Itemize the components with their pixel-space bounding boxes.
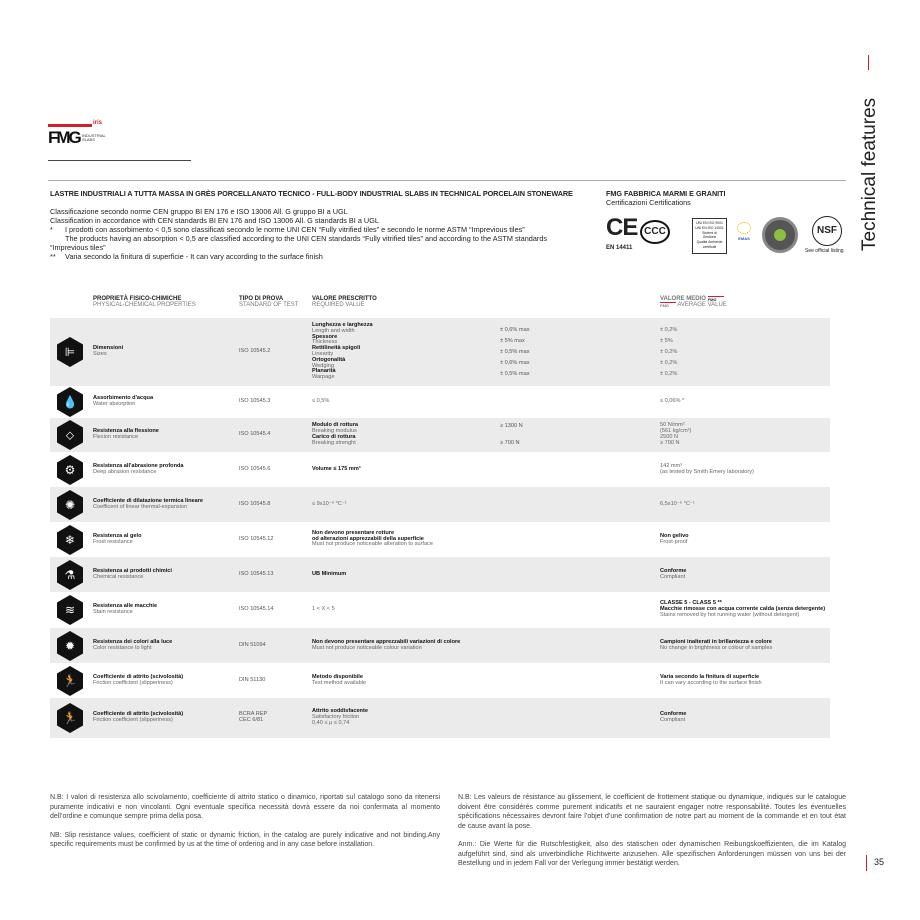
required-value-line: Lunghezza e larghezza <box>312 322 373 329</box>
required-value-line: Attrito soddisfacente <box>312 708 368 715</box>
property-cell <box>93 557 172 592</box>
average-value-line: 50 N/mm² <box>660 422 685 429</box>
table-row <box>50 452 830 487</box>
page-number: 35 <box>874 857 885 867</box>
stain-icon <box>57 592 83 628</box>
classification-en: Classification in accordance with CEN standards BI EN 176 and ISO 13006 All. G standards BI a UGL <box>50 216 379 225</box>
snowflake-icon <box>57 522 83 557</box>
average-value-line: 2500 N <box>660 434 679 440</box>
required-value-cell <box>312 698 368 738</box>
required-value-line: Carico di rottura <box>312 434 356 440</box>
property-cell <box>93 418 159 452</box>
logo-red-bar <box>48 124 92 127</box>
limit-cell <box>500 418 523 452</box>
slip-runner-icon <box>57 698 83 738</box>
limit-value: ± 0,6% max <box>500 326 530 333</box>
slip-runner-icon <box>57 663 83 698</box>
note1-it: I prodotti con assorbimento < 0,5 sono classificati secondo le norme UNI CEN “Fully vitrified tiles” e secondo le norme ASTM “Imprevious tiles” <box>65 225 525 234</box>
required-value-line: Breaking modulus <box>312 428 357 435</box>
property-it: Coefficiente di attrito (scivolosità) <box>93 711 184 718</box>
property-en: Color resistance to light <box>93 644 152 651</box>
test-standard-cell <box>239 452 270 487</box>
average-value-line: It can vary according to the surface finish <box>660 679 762 686</box>
required-value-line: Planarità <box>312 368 336 375</box>
required-value-cell <box>312 452 361 487</box>
note-en: NB: Slip resistance values, coefficient of static or dynamic friction, in the catalog are purely indicative and not binding.Any specific requirements must be confirmed by us at the time of ordering and in any case before installation. <box>50 831 440 848</box>
svg-text:⬦: ⬦ <box>65 428 75 442</box>
sun-icon <box>57 628 83 663</box>
required-value-cell <box>312 628 460 663</box>
limit-value: ± 0,6% max <box>500 359 530 366</box>
cert-title: FMG FABBRICA MARMI E GRANITI <box>606 189 726 198</box>
cert-subtitle: Certificazioni Certifications <box>606 198 691 207</box>
required-value-cell <box>312 418 358 452</box>
required-value-line: Spessore <box>312 333 338 340</box>
average-value-line: (561 kg/cm²) <box>660 428 692 435</box>
svg-text:🏃: 🏃 <box>62 673 78 688</box>
property-it: Resistenza all'abrasione profonda <box>93 462 184 469</box>
uni-line: Qualità Ambiente <box>696 240 723 245</box>
test-standard: DIN 51130 <box>239 676 266 683</box>
required-value-line: Breaking strenght <box>312 439 356 446</box>
required-value-line: 1 < X < 5 <box>312 606 335 613</box>
logo-sub: INDUSTRIAL SLABS <box>82 133 106 142</box>
average-value-cell <box>660 557 686 592</box>
limit-value: ≥ 700 N <box>500 440 520 446</box>
uni-line: UNI EN ISO 9001 <box>696 221 723 225</box>
flask-icon <box>57 557 83 592</box>
required-value-line: Satisfactory friction <box>312 714 360 721</box>
test-standard: ISO 10545.12 <box>239 535 274 542</box>
table-header <box>0 296 920 310</box>
uni-iso-badge <box>692 218 727 254</box>
required-value-cell <box>312 487 347 522</box>
footnote-mark: ** <box>50 252 56 261</box>
property-it: Coefficiente di dilatazione termica lineare <box>93 497 204 504</box>
average-value-cell <box>660 698 686 738</box>
svg-text:⊫: ⊫ <box>64 345 76 359</box>
table-row <box>50 628 830 663</box>
property-it: Resistenza dei colori alla luce <box>93 638 173 645</box>
svg-text:❄: ❄ <box>64 532 76 547</box>
test-standard: ISO 10545.3 <box>239 398 271 405</box>
test-standard-cell <box>239 418 270 452</box>
property-cell <box>93 522 142 557</box>
note-it: N.B: I valori di resistenza allo scivolamento, coefficiente di attrito statico o dinamico, riportati sul catalogo sono da ritenersi puramente indicativi e non vincolanti. Ogni eventuale specifica necessità dovrà essere da noi confermata al momento dell’ordine e comunque sempre prima della posa. <box>50 794 440 820</box>
dimensions-icon <box>57 318 83 386</box>
ccc-mark-icon: CCC <box>640 220 670 244</box>
average-value-cell <box>660 628 772 663</box>
required-value-line: Wedging <box>312 362 334 369</box>
test-standard-cell <box>239 318 270 386</box>
required-value-cell <box>312 592 335 628</box>
property-cell <box>93 386 153 418</box>
property-en: Stain resistance <box>93 609 133 615</box>
property-en: Chemical resistance <box>93 573 144 580</box>
average-value-cell <box>660 522 689 557</box>
required-value-line: Test method available <box>312 679 367 686</box>
required-value-line: od alterazioni apprezzabili della superficie <box>312 535 424 542</box>
emas-logo-icon <box>734 222 754 252</box>
notes-left <box>50 793 440 859</box>
uni-line: Gestione <box>702 235 717 240</box>
required-value-line: Thickness <box>312 339 338 346</box>
required-value-cell <box>312 522 433 557</box>
table-row <box>50 318 830 386</box>
test-standard-cell <box>239 522 274 557</box>
note2: Varia secondo la finitura di superficie - It can vary according to the surface finish <box>65 252 323 261</box>
required-value-line: Volume ≤ 175 mm³ <box>312 465 361 472</box>
footnote-mark: * <box>50 225 53 234</box>
fmg-mini-logo: FMG <box>660 302 676 307</box>
logo-text: FMG <box>48 128 80 147</box>
average-value-line: ± 0,2% <box>660 348 678 355</box>
test-standard-cell <box>239 698 267 738</box>
property-cell <box>93 592 157 628</box>
fmg-logo <box>48 120 108 148</box>
average-value-cell <box>660 663 762 698</box>
required-value-cell <box>312 557 346 592</box>
uni-line: UNI EN ISO 14001 <box>695 225 724 230</box>
test-standard: BCRA REP <box>239 711 268 718</box>
required-value-line: Length and width <box>312 327 355 334</box>
required-value-line: UB Minimum <box>312 570 347 577</box>
average-value-cell <box>660 592 825 628</box>
table-row <box>50 522 830 557</box>
required-value-cell <box>312 386 329 418</box>
required-value-line: Linearity <box>312 351 334 357</box>
property-it: Resistenza al gelo <box>93 532 142 539</box>
svg-text:💧: 💧 <box>62 395 78 409</box>
average-value-line: Conforme <box>660 567 687 574</box>
table-row <box>50 386 830 418</box>
table-row <box>50 698 830 738</box>
required-value-line: Non devono presentare apprezzabili variazioni di colore <box>312 638 461 645</box>
average-value-line: Compliant <box>660 717 686 723</box>
required-value-line: ≤ 9x10⁻⁶ °C⁻¹ <box>312 500 347 507</box>
emas-label: EMAS <box>738 236 750 241</box>
property-it: Resistenza alle macchie <box>93 603 158 610</box>
required-value-line: Metodo disponibile <box>312 673 363 680</box>
average-value-cell <box>660 487 695 522</box>
svg-text:⚗: ⚗ <box>64 567 76 582</box>
average-value-line: Stains removed by hot running water (without detergent) <box>660 611 800 618</box>
test-standard-cell <box>239 663 265 698</box>
note-de: Anm.: Die Werte für die Rutschfestigkeit, also des statischen oder dynamischen Reibungskoeffizienten, die im Katalog aufgeführt sind, sind als unverbindliche Richtwerte anzusehen. Alle spezifischen Anforderungen müssen von uns bei der Bestellung und in jedem Fall vor der Verlegung immer bestätigt werden. <box>458 841 846 867</box>
average-value-line: ≥ 700 N <box>660 439 680 446</box>
required-value-line: ≤ 0,5% <box>312 398 330 405</box>
note-fr: N.B: Les valeurs de résistance au glissement, le coefficient de frottement statique ou dynamique, indiqués sur le catalogue doivent être considérés comme purement indicatifs et ne sauraient engager notre responsabilité. Toutes les éventuelles spécifications nécessaires devront faire l’objet d’une confirmation de notre part au moment de la commande et en tout état de cause avant la pose. <box>458 794 846 830</box>
table-row <box>50 487 830 522</box>
header-test: TIPO DI PROVA STANDARD OF TEST <box>239 296 299 308</box>
table-row <box>50 557 830 592</box>
average-value-cell <box>660 386 684 418</box>
test-standard: ISO 10545.14 <box>239 606 274 613</box>
average-value-cell <box>660 452 754 487</box>
average-value-line: Compliant <box>660 573 686 580</box>
required-value-line: Ortogonalità <box>312 356 346 363</box>
average-value-line: Conforme <box>660 711 687 718</box>
side-title: Technical features <box>859 97 880 251</box>
property-it: Assorbimento d'acqua <box>93 395 154 402</box>
test-standard: CEC 6/81 <box>239 717 264 723</box>
uni-line: certificati <box>702 244 717 249</box>
average-value-line: Frost-proof <box>660 538 688 545</box>
required-value-cell <box>312 318 373 386</box>
page-number-accent <box>866 855 867 871</box>
classification-block <box>50 207 600 261</box>
nsf-logo-icon: NSF <box>812 216 842 246</box>
average-value-cell <box>660 318 677 386</box>
property-cell <box>93 628 172 663</box>
property-en: Frost resistance <box>93 538 133 545</box>
required-value-cell <box>312 663 366 698</box>
test-standard: ISO 10545.4 <box>239 431 271 438</box>
test-standard-cell <box>239 487 270 522</box>
classification-it: Classificazione secondo norme CEN gruppo BI EN 176 e ISO 13006 All. G gruppo BI a UGL <box>50 207 348 216</box>
test-standard: DIN 51094 <box>239 641 266 648</box>
required-value-line: Non devono presentare rotture <box>312 529 395 536</box>
average-value-line: CLASSE 5 - CLASS 5 ** <box>660 600 722 607</box>
property-en: Friction coefficient (slipperiness) <box>93 679 173 686</box>
property-it: Resistenza alla flessione <box>93 428 159 435</box>
limit-value: ± 5% max <box>500 337 525 344</box>
logo-tag: iris <box>93 120 103 126</box>
average-value-line: ± 0,2% <box>660 359 678 366</box>
average-value-line: 142 mm³ <box>660 462 683 469</box>
property-cell <box>93 318 123 386</box>
average-value-line: ± 5% <box>660 337 673 344</box>
svg-text:⚙: ⚙ <box>64 462 76 477</box>
average-value-line: (as tested by Smith Emery laboratory) <box>660 468 754 475</box>
test-standard: ISO 10545.13 <box>239 570 274 577</box>
certification-logos <box>606 214 846 258</box>
properties-table <box>50 318 830 738</box>
average-value-cell <box>660 418 691 452</box>
property-cell <box>93 698 183 738</box>
property-en: Coefficent of linear thermal-expansion <box>93 503 188 510</box>
property-cell <box>93 452 184 487</box>
required-value-line: Must not produce noticeable colour variation <box>312 644 422 651</box>
fmg-mini-logo: FMG <box>708 296 724 301</box>
property-it: Coefficiente di attrito (scivolosità) <box>93 673 184 680</box>
top-divider <box>48 180 846 181</box>
limit-value: ≥ 1300 N <box>500 423 523 429</box>
svg-text:✹: ✹ <box>64 638 76 653</box>
header-property: PROPRIETÀ FISICO-CHIMICHE PHYSICAL-CHEMICAL PROPERTIES <box>93 296 196 308</box>
section-heading: LASTRE INDUSTRIALI A TUTTA MASSA IN GRÈS PORCELLANATO TECNICO - FULL-BODY INDUSTRIAL SLABS IN TECHNICAL PORCELAIN STONEWARE <box>50 189 573 198</box>
test-standard-cell <box>239 386 270 418</box>
table-row <box>50 663 830 698</box>
water-drop-icon <box>57 386 83 418</box>
green-seal-icon <box>762 217 798 253</box>
average-value-line: Non gelivo <box>660 532 689 539</box>
flexion-icon <box>57 418 83 452</box>
certifications-heading <box>606 189 726 207</box>
average-value-line: ± 0,2% <box>660 326 678 333</box>
property-en: Deep abrasion resistance <box>93 468 157 475</box>
average-value-line: 6,5x10⁻⁶ °C⁻¹ <box>660 500 695 507</box>
test-standard: ISO 10545.6 <box>239 465 271 472</box>
table-row <box>50 418 830 452</box>
average-value-line: No change in brightness or colour of samples <box>660 644 773 651</box>
header-average: VALORE MEDIO FMG FMG AVERAGE VALUE <box>660 296 727 309</box>
average-value-line: ± 0,2% <box>660 370 678 377</box>
table-row <box>50 592 830 628</box>
note1-en-cont: “Imprevious tiles” <box>50 243 106 252</box>
required-value-line: Warpage <box>312 374 335 381</box>
svg-text:✺: ✺ <box>64 497 76 512</box>
property-en: Flexion resistance <box>93 434 139 440</box>
test-standard: ISO 10545.8 <box>239 500 271 507</box>
test-standard-cell <box>239 628 266 663</box>
abrasion-icon <box>57 452 83 487</box>
test-standard-cell <box>239 592 274 628</box>
notes-right <box>458 793 846 878</box>
logo-divider <box>48 160 191 161</box>
header-required: VALORE PRESCRITTO REQUIRED VALUE <box>312 296 377 308</box>
property-en: Friction coefficient (slipperiness) <box>93 717 173 723</box>
limit-value: ± 0,5% max <box>500 348 530 355</box>
average-value-line: ≤ 0,06% * <box>660 398 685 405</box>
property-it: Resistenza ai prodotti chimici <box>93 567 172 574</box>
average-value-line: Campioni inalterati in brillantezza e colore <box>660 638 772 645</box>
svg-text:≋: ≋ <box>64 603 76 617</box>
test-standard-cell <box>239 557 274 592</box>
note1-en: The products having an absorption < 0,5 are classified according to the UNI CEN standards “Fully vitrified tiles” and according to the ASTM standards <box>65 234 548 243</box>
ce-mark-icon: CE <box>606 214 638 241</box>
property-cell <box>93 663 183 698</box>
average-value-line: Macchie rimosse con acqua corrente calda (senza detergente) <box>660 606 826 613</box>
test-standard: ISO 10545.2 <box>239 348 271 355</box>
limit-cell <box>500 318 530 386</box>
svg-text:🏃: 🏃 <box>62 711 78 725</box>
property-it: Dimensioni <box>93 345 124 352</box>
property-cell <box>93 487 203 522</box>
required-value-line: Modulo di rottura <box>312 422 358 429</box>
nsf-note: See official listing <box>805 248 844 254</box>
ce-standard: EN 14411 <box>606 245 633 251</box>
thermal-expansion-icon <box>57 487 83 522</box>
property-en: Water absorption <box>93 401 136 407</box>
required-value-line: Must not produce noticeable alteration to surface <box>312 541 433 548</box>
required-value-line: Rettilineità spigoli <box>312 345 361 352</box>
average-value-line: Varia secondo la finitura di superficie <box>660 673 760 680</box>
required-value-line: 0,40 ≤ μ ≤ 0,74 <box>312 719 350 726</box>
uni-line: Sistemi di <box>702 230 717 235</box>
property-en: Sizes <box>93 351 107 357</box>
limit-value: ± 0,5% max <box>500 370 530 377</box>
